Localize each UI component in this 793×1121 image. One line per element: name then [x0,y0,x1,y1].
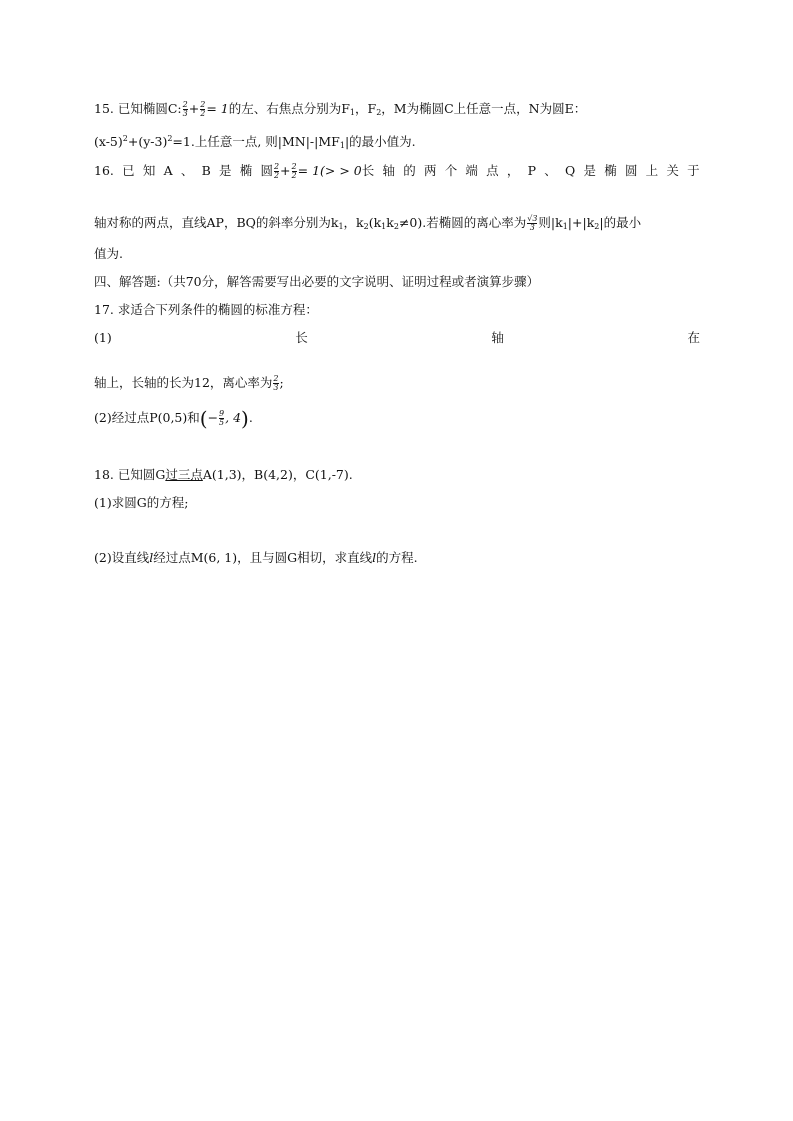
paren: ) [241,406,249,431]
fraction [219,410,224,427]
word: 轴 [382,163,395,178]
numerator: 9 [219,409,225,418]
subscript: 2 [363,222,369,231]
word: 上 [645,163,659,178]
denominator: 5 [219,418,225,427]
word: 圆 [260,163,273,178]
word: B [201,163,211,178]
word: 知 [142,163,156,178]
word: 、 [544,163,557,178]
subscript: 1 [349,108,355,117]
word: A [163,163,173,178]
q17-part1-line2 [94,374,284,392]
variable: l [149,550,154,565]
subscript: 1 [381,222,387,231]
q15-text: (x-5) [94,134,123,149]
word: 于 [687,163,700,178]
subscript: 1 [338,222,344,231]
q16-text: 则|k [538,215,563,230]
q17-part2 [94,406,253,431]
word: 长 [295,330,308,345]
fraction [200,101,205,118]
denominator: 3 [182,109,188,118]
subscript: 2 [594,222,600,231]
fraction [273,375,278,392]
q16-text: |的最小 [599,215,642,230]
q18-text: 的方程. [376,550,418,565]
plus: + [280,163,291,178]
fraction [292,163,297,180]
word: 个 [444,163,458,178]
numerator: 2 [182,100,188,109]
numerator: 2 [200,100,206,109]
word: 圆 [624,163,638,178]
subscript: 1 [562,222,568,231]
numerator: 2 [273,374,279,383]
denominator: 2 [200,109,206,118]
q16-text: 轴对称的两点，直线AP，BQ的斜率分别为k [94,215,339,230]
numerator: 2 [291,162,297,171]
section-heading: 四、解答题:（共70分，解答需要写出必要的文字说明、证明过程或者演算步骤） [94,274,540,289]
minus: − [207,410,219,425]
q15-line2 [94,130,416,155]
q16-text: k [386,215,394,230]
q18-part2 [94,549,418,567]
q17-text: ; [279,375,284,390]
word: 16. [94,163,114,178]
word: 椭 [604,163,617,178]
q15-text: ，M为椭圆C上任意一点，N为圆E： [381,101,587,116]
q17-text: . [248,410,253,425]
fraction [527,215,537,232]
q15-text: +(y-3) [127,134,168,149]
superscript: 2 [167,134,173,143]
paren: ( [199,406,208,431]
numerator: √3 [527,214,538,223]
word: P [527,163,537,178]
q16-text: (k [368,215,382,230]
denominator: 2 [291,171,297,180]
q18-part1: (1)求圆G的方程; [94,495,189,510]
q16-text: ≠0).若椭圆的离心率为 [398,215,527,230]
q18-text: 18. 已知圆G [94,467,166,482]
superscript: 2 [122,134,128,143]
word: 长 [361,163,375,178]
subscript: 2 [376,108,382,117]
q18-text: (2)设直线 [94,550,150,565]
variable: l [372,550,377,565]
word: 、 [180,163,194,178]
equation-rhs: = 1 [206,101,229,116]
q15-text: =1.上任意一点, 则|MN|-|MF [172,134,340,149]
word-with-formula [260,162,374,180]
plus: + [188,101,200,116]
fraction [183,101,188,118]
q15-text: |的最小值为. [344,134,416,149]
denominator: 2 [273,171,280,180]
q15-text: 的左、右焦点分别为F [228,101,350,116]
word: 是 [583,163,596,178]
word: 端 [465,163,478,178]
q18-text: 经过点M(6, 1)，且与圆G相切，求直线 [153,550,373,565]
subscript: 2 [393,222,399,231]
fraction [274,163,279,180]
word: 两 [423,163,437,178]
word: ， [506,163,520,178]
word: 椭 [239,163,253,178]
q16-line1 [94,162,700,180]
condition: = 1(> > 0 [297,163,362,178]
q18-title [94,466,353,484]
q17-title: 17. 求适合下列条件的椭圆的标准方程： [94,302,318,317]
q16-line3: 值为. [94,246,123,261]
q18-text-underlined: 过三点 [165,467,203,482]
denominator: 3 [273,383,279,392]
q17-text: 轴上，长轴的长为12，离心率为 [94,375,273,390]
q15-line1 [94,100,586,122]
denominator: 3 [527,223,537,232]
word: 轴 [491,330,504,345]
q15-text: 15. 已知椭圆C: [94,101,182,116]
word: 已 [122,163,135,178]
word: 点 [486,163,499,178]
q17-text: (2)经过点P(0,5)和 [94,410,200,425]
q17-part1-line1 [94,329,700,347]
word: 在 [687,330,700,345]
word: 的 [403,163,416,178]
numerator: 2 [273,162,280,171]
word: 是 [218,163,232,178]
word: Q [565,163,576,178]
word: (1) [94,330,112,345]
subscript: 1 [339,141,345,150]
q16-line2 [94,214,641,236]
q16-text: ，k [343,215,364,230]
word: 关 [666,163,679,178]
coordinate: , 4 [225,410,242,425]
q15-text: ，F [355,101,377,116]
q18-text: A(1,3)，B(4,2)，C(1,-7). [202,467,353,482]
q16-text: |+|k [567,215,595,230]
